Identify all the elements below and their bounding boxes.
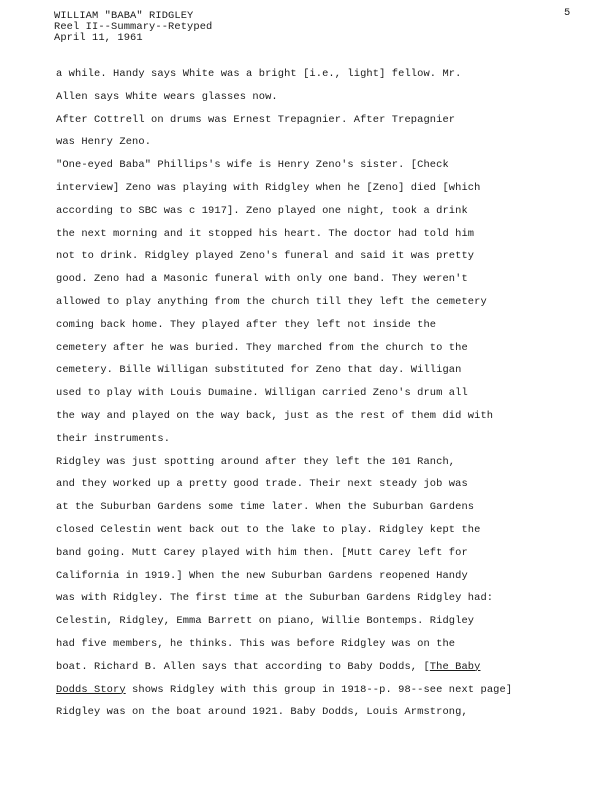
text-line: at the Suburban Gardens some time later. When the Suburban Gardens (56, 501, 475, 514)
text-line: Ridgley was just spotting around after they left the 101 Ranch, (56, 455, 456, 468)
text-line (56, 660, 596, 683)
text-line: used to play with Louis Dumaine. Willigan carried Zeno's drum all (56, 387, 468, 400)
text-line: Celestin, Ridgley, Emma Barrett on piano, Willie Bontemps. Ridgley (56, 615, 475, 628)
text-line: Allen says White wears glasses now. (56, 90, 278, 103)
text-line: coming back home. They played after they left not inside the (56, 318, 437, 331)
text-line: After Cottrell on drums was Ernest Trepagnier. After Trepagnier (56, 113, 456, 126)
text-line: was Henry Zeno. (56, 136, 152, 149)
book-title-underlined: The Baby (429, 660, 481, 673)
text-line: a while. Handy says White was a bright [i.e., light] fellow. Mr. (56, 68, 462, 80)
text-line: and they worked up a pretty good trade. Their next steady job was (56, 478, 468, 491)
header-reel: Reel II--Summary--Retyped (54, 21, 213, 33)
text-line: the way and played on the way back, just as the rest of them did with (56, 409, 494, 422)
text-line: not to drink. Ridgley played Zeno's funeral and said it was pretty (56, 250, 475, 263)
header-name: WILLIAM "BABA" RIDGLEY (54, 10, 194, 22)
text-line: good. Zeno had a Masonic funeral with only one band. They weren't (56, 273, 468, 286)
text-line: was with Ridgley. The first time at the Suburban Gardens Ridgley had: (56, 592, 494, 605)
text-line: closed Celestin went back out to the lake to play. Ridgley kept the (56, 523, 481, 536)
text-line: according to SBC was c 1917]. Zeno played one night, took a drink (56, 204, 468, 217)
book-title-underlined: Dodds Story (56, 683, 126, 696)
text-line: their instruments. (56, 432, 171, 445)
text-line: band going. Mutt Carey played with him then. [Mutt Carey left for (56, 546, 468, 559)
text-segment: shows Ridgley with this group in 1918--p. 98--see next page] (125, 683, 513, 696)
text-line: Ridgley was on the boat around 1921. Baby Dodds, Louis Armstrong, (56, 706, 468, 719)
page-number: 5 (564, 7, 571, 19)
text-segment: boat. Richard B. Allen says that according to Baby Dodds, [ (56, 660, 430, 673)
text-line: allowed to play anything from the church till they left the cemetery (56, 295, 487, 308)
text-line: cemetery. Bille Willigan substituted for Zeno that day. Willigan (56, 364, 462, 377)
text-line (56, 683, 596, 706)
text-line: had five members, he thinks. This was before Ridgley was on the (56, 637, 456, 650)
text-line: the next morning and it stopped his heart. The doctor had told him (56, 227, 475, 240)
header-date: April 11, 1961 (54, 32, 143, 44)
text-line: "One-eyed Baba" Phillips's wife is Henry Zeno's sister. [Check (56, 159, 449, 172)
text-line: cemetery after he was buried. They marched from the church to the (56, 341, 468, 354)
text-line: interview] Zeno was playing with Ridgley when he [Zeno] died [which (56, 181, 481, 194)
body-text (56, 67, 596, 728)
text-line: California in 1919.] When the new Suburban Gardens reopened Handy (56, 569, 468, 582)
